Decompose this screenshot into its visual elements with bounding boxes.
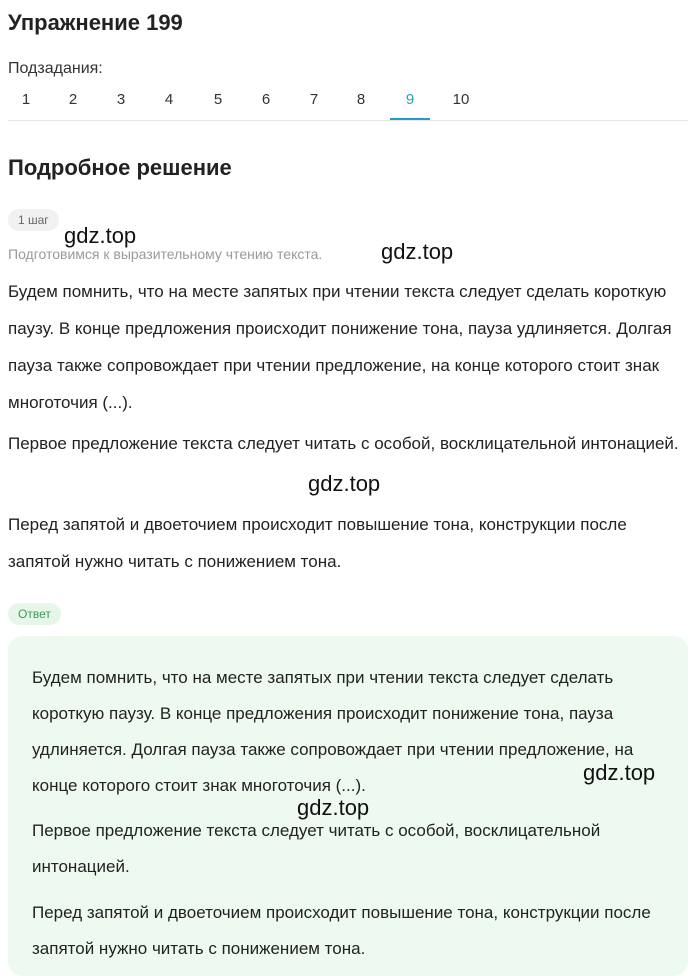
- step-badge: 1 шаг: [8, 209, 59, 231]
- tab-4[interactable]: 4: [164, 91, 174, 108]
- answer-paragraph: Первое предложение текста следует читать с особой, восклицательной интонацией.: [32, 821, 601, 876]
- answer-paragraph: Перед запятой и двоеточием происходит повышение тона, конструкции после запятой нужно читать с понижением тона.: [32, 903, 651, 958]
- tab-8[interactable]: 8: [356, 91, 366, 108]
- watermark: gdz.top: [308, 471, 381, 496]
- solution-paragraph: Первое предложение текста следует читать с особой, восклицательной интонацией.: [8, 434, 679, 453]
- answer-box: [8, 636, 688, 976]
- solution-paragraph: Будем помнить, что на месте запятых при чтении текста следует сделать короткую паузу. В конце предложения происходит понижение тона, пауза удлиняется. Долгая пауза также сопровождает при чтении предложение, на конце которого стоит знак многоточия (...).: [8, 282, 672, 412]
- tab-1[interactable]: 1: [21, 91, 31, 108]
- tab-10[interactable]: 10: [452, 91, 470, 108]
- solution-paragraph: Перед запятой и двоеточием происходит повышение тона, конструкции после запятой нужно читать с понижением тона.: [8, 515, 627, 571]
- answer-paragraph: Будем помнить, что на месте запятых при чтении текста следует сделать короткую паузу. В конце предложения происходит понижение тона, пауза удлиняется. Долгая пауза также сопровождает при чтении предложение, на конце которого стоит знак многоточия (...).: [32, 668, 634, 795]
- tab-5[interactable]: 5: [213, 91, 223, 108]
- tab-7[interactable]: 7: [309, 91, 319, 108]
- tab-3[interactable]: 3: [116, 91, 126, 108]
- subtasks-label: Подзадания:: [8, 60, 103, 77]
- watermark: gdz.top: [64, 223, 137, 248]
- solution-intro: Подготовимся к выразительному чтению текста.: [8, 246, 323, 262]
- watermark: gdz.top: [297, 795, 370, 820]
- watermark: gdz.top: [381, 239, 454, 264]
- page-title: Упражнение 199: [8, 10, 183, 35]
- tab-2[interactable]: 2: [68, 91, 78, 108]
- subtasks-tabs: [8, 88, 688, 121]
- solution-title: Подробное решение: [8, 155, 232, 180]
- watermark: gdz.top: [583, 760, 656, 785]
- tab-9[interactable]: 9: [390, 88, 430, 120]
- answer-badge: Ответ: [8, 603, 61, 625]
- tab-6[interactable]: 6: [261, 91, 271, 108]
